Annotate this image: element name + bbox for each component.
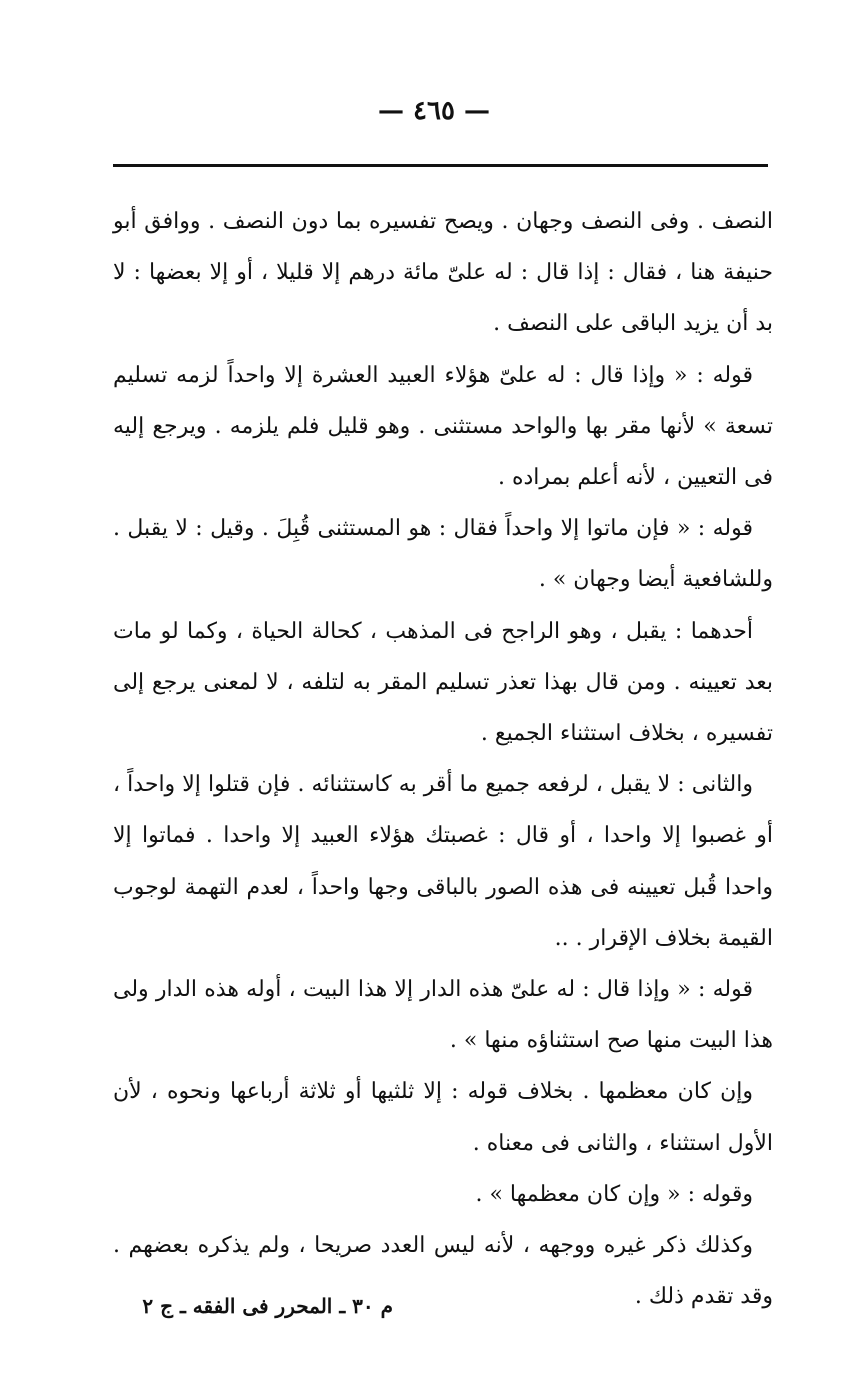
paragraph: وكذلك ذكر غيره ووجهه ، لأنه ليس العدد صريحا ، ولم يذكره بعضهم . وقد تقدم ذلك . xyxy=(113,1233,773,1310)
paragraph: قوله : « وإذا قال : له علىّ هذه الدار إلا هذا البيت ، أوله هذه الدار ولى هذا البيت منها صح استثناؤه منها » . xyxy=(113,977,773,1054)
paragraph: أحدهما : يقبل ، وهو الراجح فى المذهب ، كحالة الحياة ، وكما لو مات بعد تعيينه . ومن قال بهذا تعذر تسليم المقر به لتلفه ، لا لمعنى يرجع إلى تفسيره ، بخلاف استثناء الجميع . xyxy=(113,618,773,747)
paragraph: قوله : « وإذا قال : له علىّ هؤلاء العبيد العشرة إلا واحداً لزمه تسليم تسعة » لأنها مقر بها والواحد مستثنى . وهو قليل فلم يلزمه . ويرجع إليه فى التعيين ، لأنه أعلم بمراده . xyxy=(113,362,773,491)
page-number: — ٤٦٥ — xyxy=(377,96,491,126)
header-rule xyxy=(113,164,768,167)
paragraph: والثانى : لا يقبل ، لرفعه جميع ما أقر به كاستثنائه . فإن قتلوا إلا واحداً ، أو غصبوا إلا واحدا ، أو قال : غصبتك هؤلاء العبيد إلا واحدا . فماتوا إلا واحدا قُبل تعيينه فى هذه الصور بالباقى وجها واحداً ، لعدم التهمة لوجوب القيمة بخلاف الإقرار . .. xyxy=(113,772,773,951)
footer-signature: م ٣٠ ـ المحرر فى الفقه ـ ج ٢ xyxy=(142,1294,393,1318)
paragraph: قوله : « فإن ماتوا إلا واحداً فقال : هو المستثنى قُبِلَ . وقيل : لا يقبل . وللشافعية أيضا وجهان » . xyxy=(113,516,773,593)
body-text xyxy=(113,196,773,1322)
paragraph: وإن كان معظمها . بخلاف قوله : إلا ثلثيها أو ثلاثة أرباعها ونحوه ، لأن الأول استثناء ، والثانى فى معناه . xyxy=(113,1079,773,1156)
paragraph: وقوله : « وإن كان معظمها » . xyxy=(475,1181,753,1207)
paragraph: النصف . وفى النصف وجهان . ويصح تفسيره بما دون النصف . ووافق أبو حنيفة هنا ، فقال : إذا قال : له علىّ مائة درهم إلا قليلا ، أو إلا بعضها : لا بد أن يزيد الباقى على النصف . xyxy=(113,209,774,337)
